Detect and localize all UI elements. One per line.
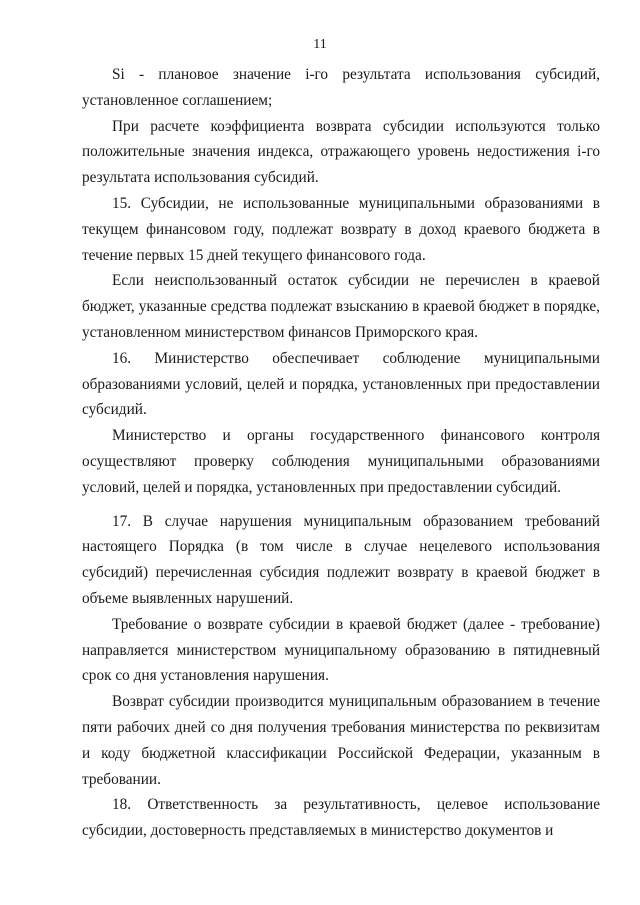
paragraph-clause-15: 15. Субсидии, не использованные муниципальными образованиями в текущем финансовом году, подлежат возврату в доход краевого бюджета в течение первых 15 дней текущего финансового года.	[82, 194, 600, 264]
paragraph-refund-term: Возврат субсидии производится муниципальным образованием в течение пяти рабочих дней со дня получения требования министерства по реквизитам и коду бюджетной классификации Российской Федерации, указанным в требовании.	[82, 693, 600, 788]
paragraph-clause-18: 18. Ответственность за результативность, целевое использование субсидии, достоверность представляемых в министерство документов и	[82, 796, 600, 840]
paragraph-coefficient-note: При расчете коэффициента возврата субсидии используются только положительные значения индекса, отражающего уровень недостижения i-го результата использования субсидий.	[82, 117, 600, 187]
paragraph-si-definition: Si - плановое значение i-го результата использования субсидий, установленное соглашением;	[82, 66, 600, 109]
page-number: 11	[313, 37, 327, 52]
paragraph-refund-requirement: Требование о возврате субсидии в краевой бюджет (далее - требование) направляется министерством муниципальному образованию в пятидневный срок со дня установления нарушения.	[82, 615, 600, 685]
paragraph-clause-16: 16. Министерство обеспечивает соблюдение муниципальными образованиями условий, целей и порядка, установленных при предоставлении субсидий.	[82, 349, 600, 419]
paragraph-unused-balance: Если неиспользованный остаток субсидии не перечислен в краевой бюджет, указанные средства подлежат взысканию в краевой бюджет в порядке, установленном министерством финансов Приморского края.	[82, 272, 600, 341]
paragraph-control-check: Министерство и органы государственного финансового контроля осуществляют проверку соблюдения муниципальными образованиями условий, целей и порядка, установленных при предоставлении субсидий.	[82, 427, 600, 496]
document-body	[82, 62, 600, 844]
paragraph-clause-17: 17. В случае нарушения муниципальным образованием требований настоящего Порядка (в том числе в случае нецелевого использования субсидий) перечисленная субсидия подлежит возврату в краевой бюджет в объеме выявленных нарушений.	[82, 512, 600, 607]
